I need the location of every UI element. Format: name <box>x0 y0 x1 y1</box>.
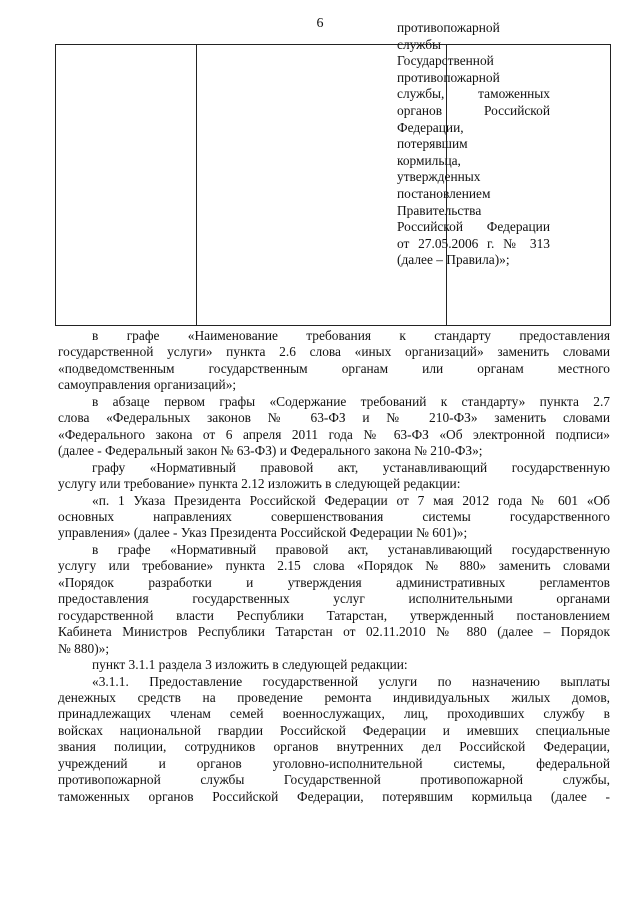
cell-line: потерявшим <box>397 136 468 152</box>
paragraph-line: таможенных органов Российской Федерации, потерявшим кормильца (далее - <box>58 788 610 804</box>
document-body <box>58 328 610 805</box>
paragraph-line: Кабинета Министров Республики Татарстан от 02.11.2010 № 880 (далее – Порядок <box>58 624 610 640</box>
cell-line: от 27.05.2006 г. № 313 <box>397 235 550 251</box>
paragraph-line: принадлежащих членам семей военнослужащих, лиц, проходивших службу в <box>58 706 610 722</box>
page-number: 6 <box>316 16 324 31</box>
paragraph-line: «Порядок разработки и утверждения административных регламентов <box>58 574 610 590</box>
paragraph-line: войсках национальной гвардии Российской Федерации и имевших специальные <box>58 722 610 738</box>
paragraph-line: управления» (далее - Указ Президента Российской Федерации № 601)»; <box>58 525 468 541</box>
paragraph-line: в абзаце первом графы «Содержание требований к стандарту» пункта 2.7 <box>92 393 610 409</box>
paragraph-line: «Федерального закона от 6 апреля 2011 года № 63-ФЗ «Об электронной подписи» <box>58 426 610 442</box>
paragraph-line: (далее - Федеральный закон № 63-ФЗ) и Федерального закона № 210-ФЗ»; <box>58 443 483 459</box>
paragraph-line: пункт 3.1.1 раздела 3 изложить в следующей редакции: <box>92 657 408 673</box>
cell-line: органов Российской <box>397 102 550 118</box>
cell-line: Российской Федерации <box>397 219 550 235</box>
cell-line: службы, таможенных <box>397 86 550 102</box>
cell-line: Федерации, <box>397 119 464 135</box>
cell-line: (далее – Правила)»; <box>397 252 510 268</box>
paragraph-line: «подведомственным государственным органам или органам местного <box>58 360 610 376</box>
paragraph-line: слова «Федеральных законов № 63-ФЗ и № 210-ФЗ» заменить словами <box>58 410 610 426</box>
cell-line: службы <box>397 36 442 52</box>
paragraph-line: денежных средств на проведение ремонта индивидуальных жилых домов, <box>58 689 610 705</box>
table-column-divider <box>196 45 197 325</box>
paragraph-line: № 880)»; <box>58 640 110 656</box>
cell-line: Правительства <box>397 202 482 218</box>
paragraph-line: звания полиции, сотрудников органов внутренних дел Российской Федерации, <box>58 739 610 755</box>
cell-line: кормильца, <box>397 152 461 168</box>
paragraph-line: графу «Нормативный правовой акт, устанавливающий государственную <box>92 459 610 475</box>
cell-line: противопожарной <box>397 20 500 35</box>
paragraph-line: государственной услуги» пункта 2.6 слова «иных организаций» заменить словами <box>58 344 610 360</box>
paragraph-line: в графе «Наименование требования к стандарту предоставления <box>92 328 610 343</box>
paragraph-line: услугу или требование» пункта 2.12 изложить в следующей редакции: <box>58 476 461 492</box>
cell-line: противопожарной <box>397 69 500 85</box>
paragraph-line: самоуправления организаций»; <box>58 377 237 393</box>
cell-line: Государственной <box>397 53 494 69</box>
paragraph-line: в графе «Нормативный правовой акт, устанавливающий государственную <box>92 541 610 557</box>
paragraph-line: противопожарной службы Государственной противопожарной службы, <box>58 772 610 788</box>
paragraph-line: предоставления государственных услуг исполнительными органами <box>58 591 610 607</box>
cell-line: утвержденных <box>397 169 481 185</box>
cell-line: постановлением <box>397 185 491 201</box>
paragraph-line: «3.1.1. Предоставление государственной услуги по назначению выплаты <box>92 673 610 689</box>
paragraph-line: учреждений и органов уголовно-исполнительной системы, федеральной <box>58 755 610 771</box>
paragraph-line: государственной власти Республики Татарстан, утвержденный постановлением <box>58 607 610 623</box>
paragraph-line: основных направлениях совершенствования системы государственного <box>58 508 610 524</box>
paragraph-line: «п. 1 Указа Президента Российской Федерации от 7 мая 2012 года № 601 «Об <box>92 492 610 508</box>
table-cell-text <box>397 20 550 269</box>
paragraph-line: услугу или требование» пункта 2.15 слова «Порядок № 880» заменить словами <box>58 558 610 574</box>
